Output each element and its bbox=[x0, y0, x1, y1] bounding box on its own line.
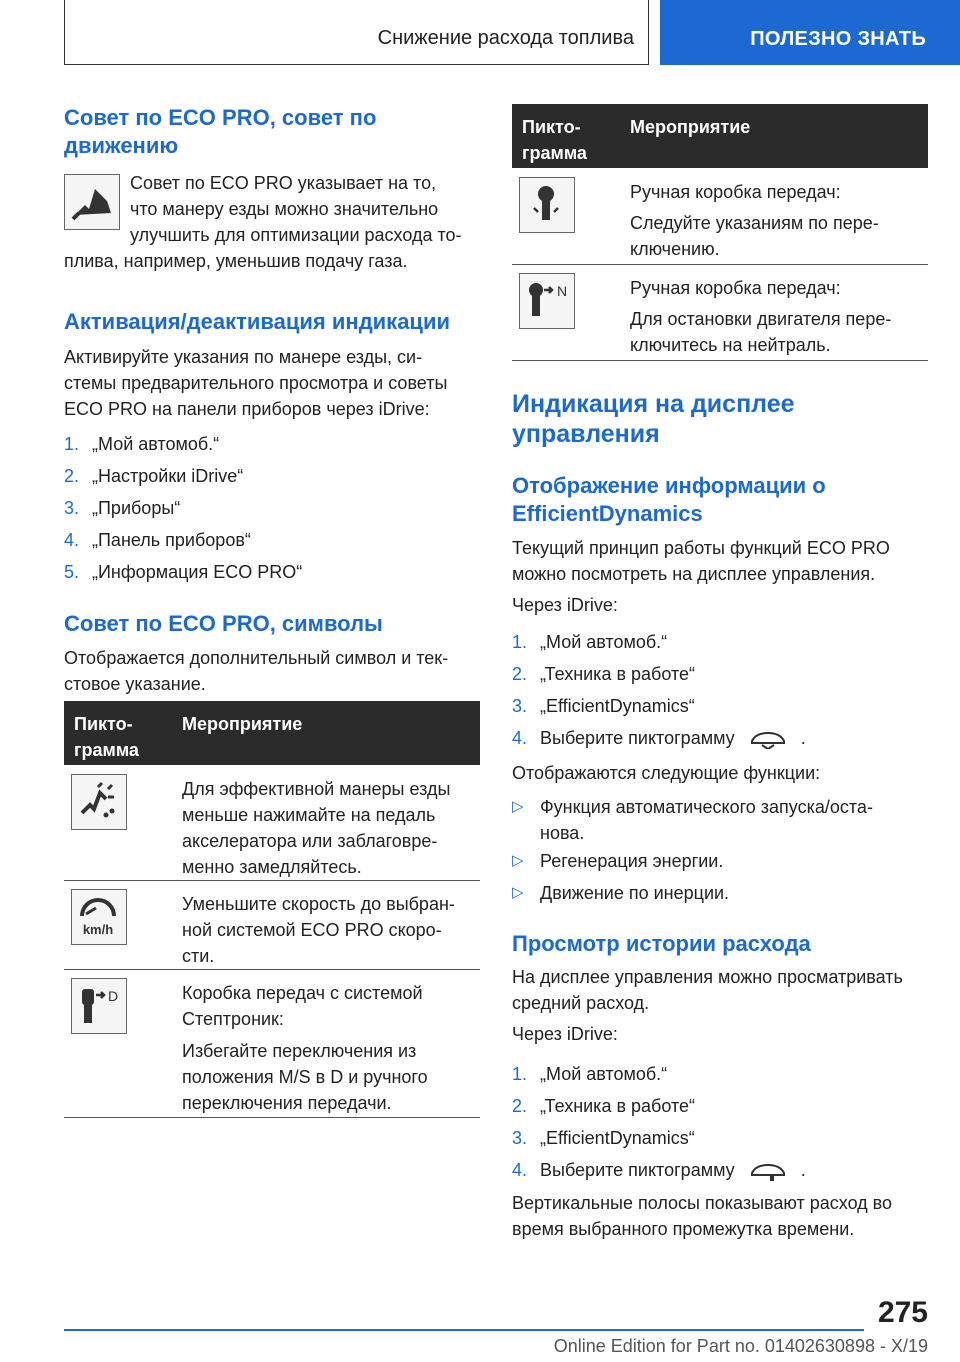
car-history-icon bbox=[748, 1161, 788, 1181]
chapter-title: ПОЛЕЗНО ЗНАТЬ bbox=[750, 28, 926, 50]
history-title: Просмотр истории расхода bbox=[512, 931, 811, 956]
step-number: 2. bbox=[512, 1096, 528, 1116]
step-text: „Мой автомоб.“ bbox=[540, 1064, 668, 1084]
step-text: „Техника в работе“ bbox=[540, 1096, 696, 1116]
table-cell: переключения передачи. bbox=[182, 1093, 392, 1113]
bullet-text-line1: Регенерация энергии. bbox=[540, 851, 724, 871]
history-text-2: средний расход. bbox=[512, 993, 650, 1013]
activation-text-1: Активируйте указания по манере езды, си- bbox=[64, 347, 423, 367]
bullet-marker: ▷ bbox=[512, 798, 524, 815]
row-divider bbox=[512, 264, 928, 265]
step-number: 4. bbox=[512, 1160, 528, 1180]
gear-d-label: D bbox=[107, 988, 119, 1004]
step-text: „Настройки iDrive“ bbox=[92, 466, 244, 486]
list-item bbox=[512, 693, 928, 719]
eco-tip-text-2: что манеру езды можно значительно bbox=[130, 199, 439, 219]
table-cell: Коробка передач с системой bbox=[182, 983, 423, 1003]
table-cell: ключитесь на нейтраль. bbox=[630, 335, 831, 355]
step-number: 4. bbox=[512, 728, 528, 748]
row-divider bbox=[512, 360, 928, 361]
eco-tip-text-4: плива, например, уменьшив подачу газа. bbox=[64, 251, 408, 271]
step-number: 4. bbox=[64, 530, 80, 550]
symbols-text-2: стовое указание. bbox=[64, 674, 206, 694]
gear-shift-icon bbox=[520, 178, 573, 231]
col-action-header: Мероприятие bbox=[630, 117, 751, 137]
list-item bbox=[512, 794, 928, 846]
col-pictogram-header bbox=[522, 114, 622, 166]
table-cell: Стептроник: bbox=[182, 1009, 284, 1029]
table-cell: акселератора или заблаговре- bbox=[182, 831, 438, 851]
col-pictogram-header bbox=[74, 711, 174, 763]
bars-text-2: время выбранного промежутка времени. bbox=[512, 1219, 855, 1239]
gear-lever-d-icon bbox=[72, 979, 125, 1032]
step-number: 3. bbox=[512, 1128, 528, 1148]
step-number: 5. bbox=[64, 562, 80, 582]
bullet-text-line1: Функция автоматического запуска/оста- bbox=[540, 797, 873, 817]
list-item bbox=[512, 1093, 928, 1119]
efficient-title-line2: EfficientDynamics bbox=[512, 501, 703, 526]
activation-text-2: стемы предварительного просмотра и советы bbox=[64, 373, 448, 393]
display-title-line2: управления bbox=[512, 420, 660, 448]
via-idrive-2: Через iDrive: bbox=[512, 1024, 618, 1044]
footer-edition: Online Edition for Part no. 01402630898 - X/19 bbox=[553, 1336, 928, 1356]
efficient-title-line1: Отображение информации о bbox=[512, 473, 826, 498]
table-row-icon bbox=[71, 774, 127, 830]
step-number: 2. bbox=[512, 664, 528, 684]
display-title-line1: Индикация на дисплее bbox=[512, 390, 795, 418]
page-header bbox=[0, 0, 960, 66]
step-number: 1. bbox=[64, 434, 80, 454]
step-number: 1. bbox=[512, 632, 528, 652]
table-row-icon bbox=[519, 273, 575, 329]
pedal-drive-icon bbox=[65, 175, 118, 228]
footer-divider bbox=[64, 1329, 864, 1331]
list-item bbox=[512, 661, 928, 687]
row-divider bbox=[64, 969, 480, 970]
bullet-marker: ▷ bbox=[512, 852, 524, 869]
step-text: „Мой автомоб.“ bbox=[92, 434, 220, 454]
list-item bbox=[64, 559, 464, 585]
step-text-label: Выберите пиктограмму bbox=[540, 728, 735, 748]
table-cell: Ручная коробка передач: bbox=[630, 278, 841, 298]
table-cell: Уменьшите скорость до выбран- bbox=[182, 894, 455, 914]
step-text: „Техника в работе“ bbox=[540, 664, 696, 684]
step-text: „Приборы“ bbox=[92, 498, 181, 518]
history-text-1: На дисплее управления можно просматривать bbox=[512, 967, 903, 987]
col-action-header: Мероприятие bbox=[182, 714, 303, 734]
table-row-icon bbox=[519, 177, 575, 233]
list-item bbox=[512, 880, 928, 906]
functions-intro: Отображаются следующие функции: bbox=[512, 763, 821, 783]
gear-shift-n-icon bbox=[520, 274, 573, 327]
bullet-text-line2: нова. bbox=[540, 823, 585, 843]
table-cell: ной системой ECO PRO скоро- bbox=[182, 920, 442, 940]
section-title: Снижение расхода топлива bbox=[377, 27, 634, 49]
step-text bbox=[540, 1157, 806, 1183]
row-divider bbox=[64, 1117, 480, 1118]
table-cell: менно замедляйтесь. bbox=[182, 857, 362, 877]
step-text: „EfficientDynamics“ bbox=[540, 1128, 695, 1148]
table-cell: меньше нажимайте на педаль bbox=[182, 805, 436, 825]
eco-tip-title: Совет по ECO PRO, совет по движению bbox=[64, 105, 377, 158]
table-cell: Избегайте переключения из bbox=[182, 1041, 417, 1061]
list-item bbox=[512, 848, 928, 874]
col-pictogram-line2: грамма bbox=[74, 740, 139, 760]
table-cell: Следуйте указаниям по пере- bbox=[630, 213, 879, 233]
step-text-label: Выберите пиктограмму bbox=[540, 1160, 735, 1180]
table-cell: Для остановки двигателя пере- bbox=[630, 309, 892, 329]
pedal-hazard-icon bbox=[72, 775, 125, 828]
table-cell: положения M/S в D и ручного bbox=[182, 1067, 428, 1087]
activation-text-3: ECO PRO на панели приборов через iDrive: bbox=[64, 399, 430, 419]
step-text: „Панель приборов“ bbox=[92, 530, 251, 550]
list-item bbox=[64, 527, 464, 553]
step-number: 2. bbox=[64, 466, 80, 486]
list-item bbox=[64, 431, 464, 457]
gear-n-label: N bbox=[556, 283, 568, 299]
step-text: „EfficientDynamics“ bbox=[540, 696, 695, 716]
eco-tip-icon-box bbox=[64, 174, 120, 230]
via-idrive-1: Через iDrive: bbox=[512, 595, 618, 615]
list-item bbox=[64, 495, 464, 521]
table-cell: ключению. bbox=[630, 239, 720, 259]
step-number: 3. bbox=[512, 696, 528, 716]
speed-unit-label: km/h bbox=[82, 922, 114, 937]
col-pictogram-line1: Пикто- bbox=[74, 714, 133, 734]
list-item bbox=[512, 1061, 928, 1087]
symbols-text-1: Отображается дополнительный символ и тек- bbox=[64, 648, 449, 668]
list-item bbox=[512, 1157, 928, 1185]
step-text-tail: . bbox=[800, 1160, 806, 1180]
activation-title: Активация/деактивация индикации bbox=[64, 309, 450, 334]
symbols-title: Совет по ECO PRO, символы bbox=[64, 611, 383, 636]
table-cell: сти. bbox=[182, 946, 215, 966]
eco-tip-text-3: улучшить для оптимизации расхода то- bbox=[130, 225, 462, 245]
list-item bbox=[64, 463, 464, 489]
step-text: „Информация ECO PRO“ bbox=[92, 562, 303, 582]
list-item bbox=[512, 629, 928, 655]
bullet-marker: ▷ bbox=[512, 884, 524, 901]
efficient-text-2: можно посмотреть на дисплее управления. bbox=[512, 564, 876, 584]
step-text-tail: . bbox=[800, 728, 806, 748]
step-text: „Мой автомоб.“ bbox=[540, 632, 668, 652]
table-row-icon bbox=[71, 978, 127, 1034]
table-cell: Для эффективной манеры езды bbox=[182, 779, 451, 799]
chapter-tab bbox=[660, 0, 960, 65]
list-item bbox=[512, 725, 928, 753]
speedometer-kmh-icon bbox=[72, 890, 125, 943]
section-tab bbox=[64, 0, 649, 65]
eco-tip-text-1: Совет по ECO PRO указывает на то, bbox=[130, 173, 437, 193]
bullet-text-line1: Движение по инерции. bbox=[540, 883, 730, 903]
list-item bbox=[512, 1125, 928, 1151]
table-row-icon bbox=[71, 889, 127, 945]
step-number: 3. bbox=[64, 498, 80, 518]
car-efficiency-icon bbox=[748, 729, 788, 749]
table-header bbox=[512, 104, 928, 168]
row-divider bbox=[64, 880, 480, 881]
table-header bbox=[64, 701, 480, 765]
efficient-text-1: Текущий принцип работы функций ECO PRO bbox=[512, 538, 890, 558]
col-pictogram-line2: грамма bbox=[522, 143, 587, 163]
bars-text-1: Вертикальные полосы показывают расход во bbox=[512, 1193, 893, 1213]
page-number: 275 bbox=[877, 1296, 928, 1329]
step-number: 1. bbox=[512, 1064, 528, 1084]
table-cell: Ручная коробка передач: bbox=[630, 182, 841, 202]
col-pictogram-line1: Пикто- bbox=[522, 117, 581, 137]
step-text bbox=[540, 725, 806, 751]
